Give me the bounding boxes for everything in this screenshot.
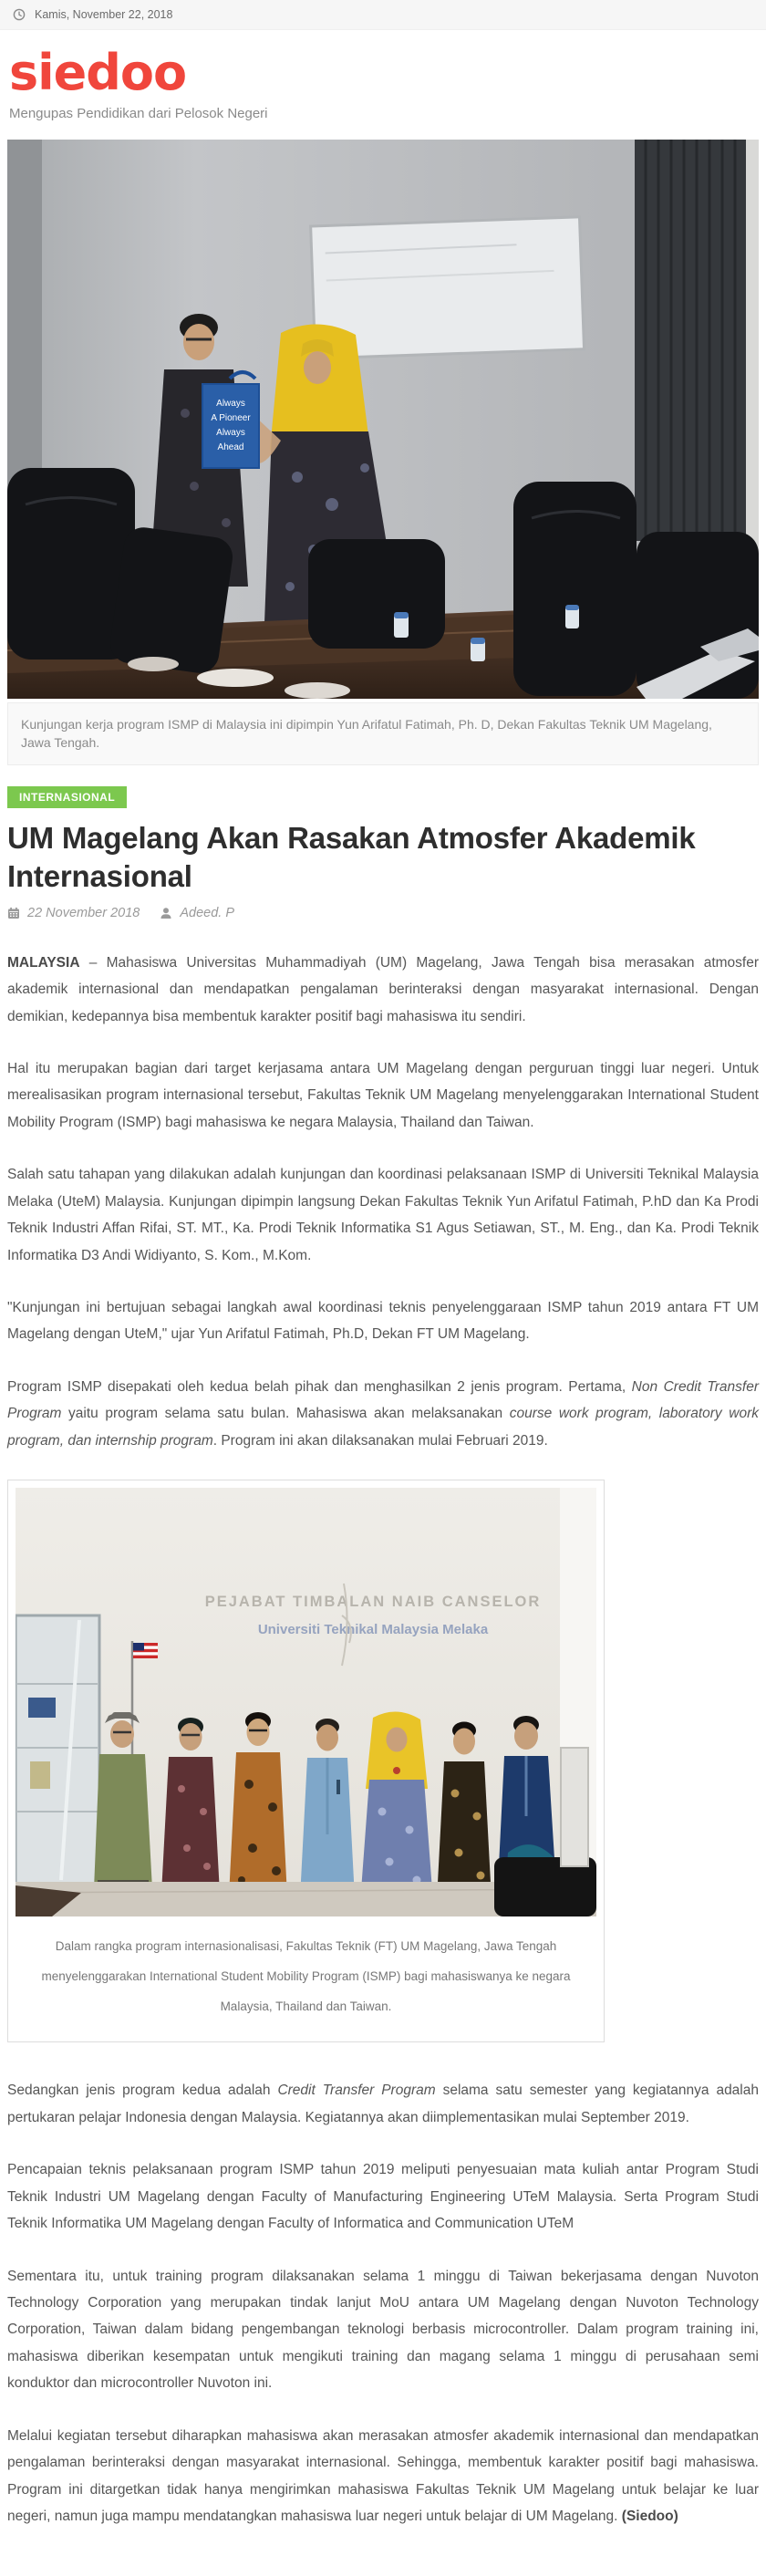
hero-photo	[7, 140, 759, 699]
article-paragraph: Pencapaian teknis pelaksanaan program ISMP tahun 2019 meliputi penyesuaian mata kuliah antar Program Studi Teknik Industri UM Magelang dengan Faculty of Manufacturing Engineering UTeM Malaysia. Serta Program Studi Teknik Informatika UM Magelang dengan Faculty of Informatica and Communication UTeM	[7, 2162, 759, 2232]
hero-figure	[7, 140, 759, 765]
article-paragraph: Sementara itu, untuk training program dilaksanakan selama 1 minggu di Taiwan bekerjasama dengan Nuvoton Technology Corporation yang merupakan tindak lanjut MoU antara UM Magelang dengan Nuvoton Technology Corporation, Taiwan dalam bidang pengembangan teknologi berbasis microcontroller. Dalam program training ini, mahasiswa diberikan kesempatan untuk mengikuti training dan magang selama 1 minggu di perusahaan semi konduktor dan microcontroller Nuvoton ini.	[7, 2268, 759, 2392]
article-author: Adeed. P	[180, 905, 234, 920]
svg-text:PEJABAT TIMBALAN NAIB CANSELOR: PEJABAT TIMBALAN NAIB CANSELOR	[204, 1594, 542, 1611]
photo1-gift-bag	[202, 372, 259, 468]
inline-figure	[7, 1480, 605, 2042]
author-icon	[160, 907, 172, 919]
photo2-cabinet	[16, 1615, 99, 1885]
site-logo[interactable]: siedoo	[9, 44, 187, 101]
site-tagline: Mengupas Pendidikan dari Pelosok Negeri	[9, 106, 268, 121]
article-paragraph: Hal itu merupakan bagian dari target kerjasama antara UM Magelang dengan perguruan tinggi luar negeri. Untuk merealisasikan program internasional tersebut, Fakultas Teknik UM Magelang menyelenggarakan International Student Mobility Program (ISMP) bagi mahasiswa ke negara Malaysia, Thailand dan Taiwan.	[7, 1060, 759, 1130]
topbar	[0, 0, 766, 30]
inline-figure-caption: Dalam rangka program internasionalisasi, Fakultas Teknik (FT) UM Magelang, Jawa Tengah menyelenggarakan International Student Mobility Program (ISMP) bagi mahasiswanya ke negara Malaysia, Thailand dan Taiwan.	[41, 1939, 571, 2014]
svg-text:Universiti Teknikal Malaysia M: Universiti Teknikal Malaysia Melaka	[257, 1622, 489, 1638]
inline-photo	[16, 1488, 596, 1916]
article-title: UM Magelang Akan Rasakan Atmosfer Akademik Internasional	[7, 821, 696, 894]
hero-caption: Kunjungan kerja program ISMP di Malaysia ini dipimpin Yun Arifatul Fatimah, Ph. D, Dekan Fakultas Teknik UM Magelang, Jawa Tengah.	[7, 702, 759, 765]
clock-icon	[13, 8, 26, 21]
article-body-after	[7, 2077, 759, 2529]
article-meta	[7, 906, 759, 920]
masthead	[7, 30, 759, 130]
topbar-date: Kamis, November 22, 2018	[35, 8, 173, 21]
svg-text:Always: Always	[216, 428, 245, 438]
category-badge[interactable]: INTERNASIONAL	[7, 786, 127, 808]
article-paragraph: Melalui kegiatan tersebut diharapkan mahasiswa akan merasakan atmosfer akademik internasional dan mendapatkan pengalaman berinteraksi dengan masyarakat internasional. Sehingga, membentuk karakter positif bagi mahasiswa. Program ini ditargetkan tidak hanya mengirimkan mahasiswa Fakultas Teknik UM Magelang untuk belajar ke luar negeri, namun juga mampu mendatangkan mahasiswa luar negeri untuk belajar di UM Magelang. (Siedoo)	[7, 2427, 759, 2525]
article-paragraph: Sedangkan jenis program kedua adalah Credit Transfer Program selama satu semester yang kegiatannya adalah pertukaran pelajar Indonesia dengan Malaysia. Kegiatannya akan diimplementasikan mulai September 2019.	[7, 2083, 759, 2125]
article-paragraph: MALAYSIA – Mahasiswa Universitas Muhammadiyah (UM) Magelang, Jawa Tengah bisa merasakan atmosfer akademik internasional dan mendapatkan pengalaman berinteraksi dengan masyarakat internasional. Dengan demikian, kedepannya bisa membentuk karakter positif bagi mahasiswa itu sendiri.	[7, 954, 759, 1024]
article-body-before	[7, 950, 759, 1455]
calendar-icon	[7, 907, 20, 919]
svg-text:A Pioneer: A Pioneer	[211, 413, 251, 423]
article-paragraph: Salah satu tahapan yang dilakukan adalah kunjungan dan koordinasi pelaksanaan ISMP di Universiti Teknikal Malaysia Melaka (UteM) Malaysia. Kunjungan dipimpin langsung Dekan Fakultas Teknik Yun Arifatul Fatimah, P.hD dan Ka Prodi Teknik Industri Affan Rifai, ST. MT., Ka. Prodi Teknik Informatika S1 Agus Setiawan, ST., M. Eng., dan Ka. Prodi Teknik Informatika D3 Andi Widiyanto, S. Kom., M.Kom.	[7, 1167, 759, 1263]
article-paragraph: Program ISMP disepakati oleh kedua belah pihak dan menghasilkan 2 jenis program. Pertama, Non Credit Transfer Program yaitu program selama satu bulan. Mahasiswa akan melaksanakan course work program, laboratory work program, dan internship program. Program ini akan dilaksanakan mulai Februari 2019.	[7, 1378, 759, 1449]
article	[7, 765, 759, 2529]
svg-text:Always: Always	[216, 399, 245, 409]
svg-text:Ahead: Ahead	[217, 442, 244, 452]
article-paragraph: "Kunjungan ini bertujuan sebagai langkah awal koordinasi teknis penyelenggaraan ISMP tahun 2019 antara FT UM Magelang dengan UteM," ujar Yun Arifatul Fatimah, Ph.D, Dekan FT UM Magelang.	[7, 1300, 759, 1343]
article-date: 22 November 2018	[27, 905, 140, 920]
page	[0, 30, 766, 2576]
